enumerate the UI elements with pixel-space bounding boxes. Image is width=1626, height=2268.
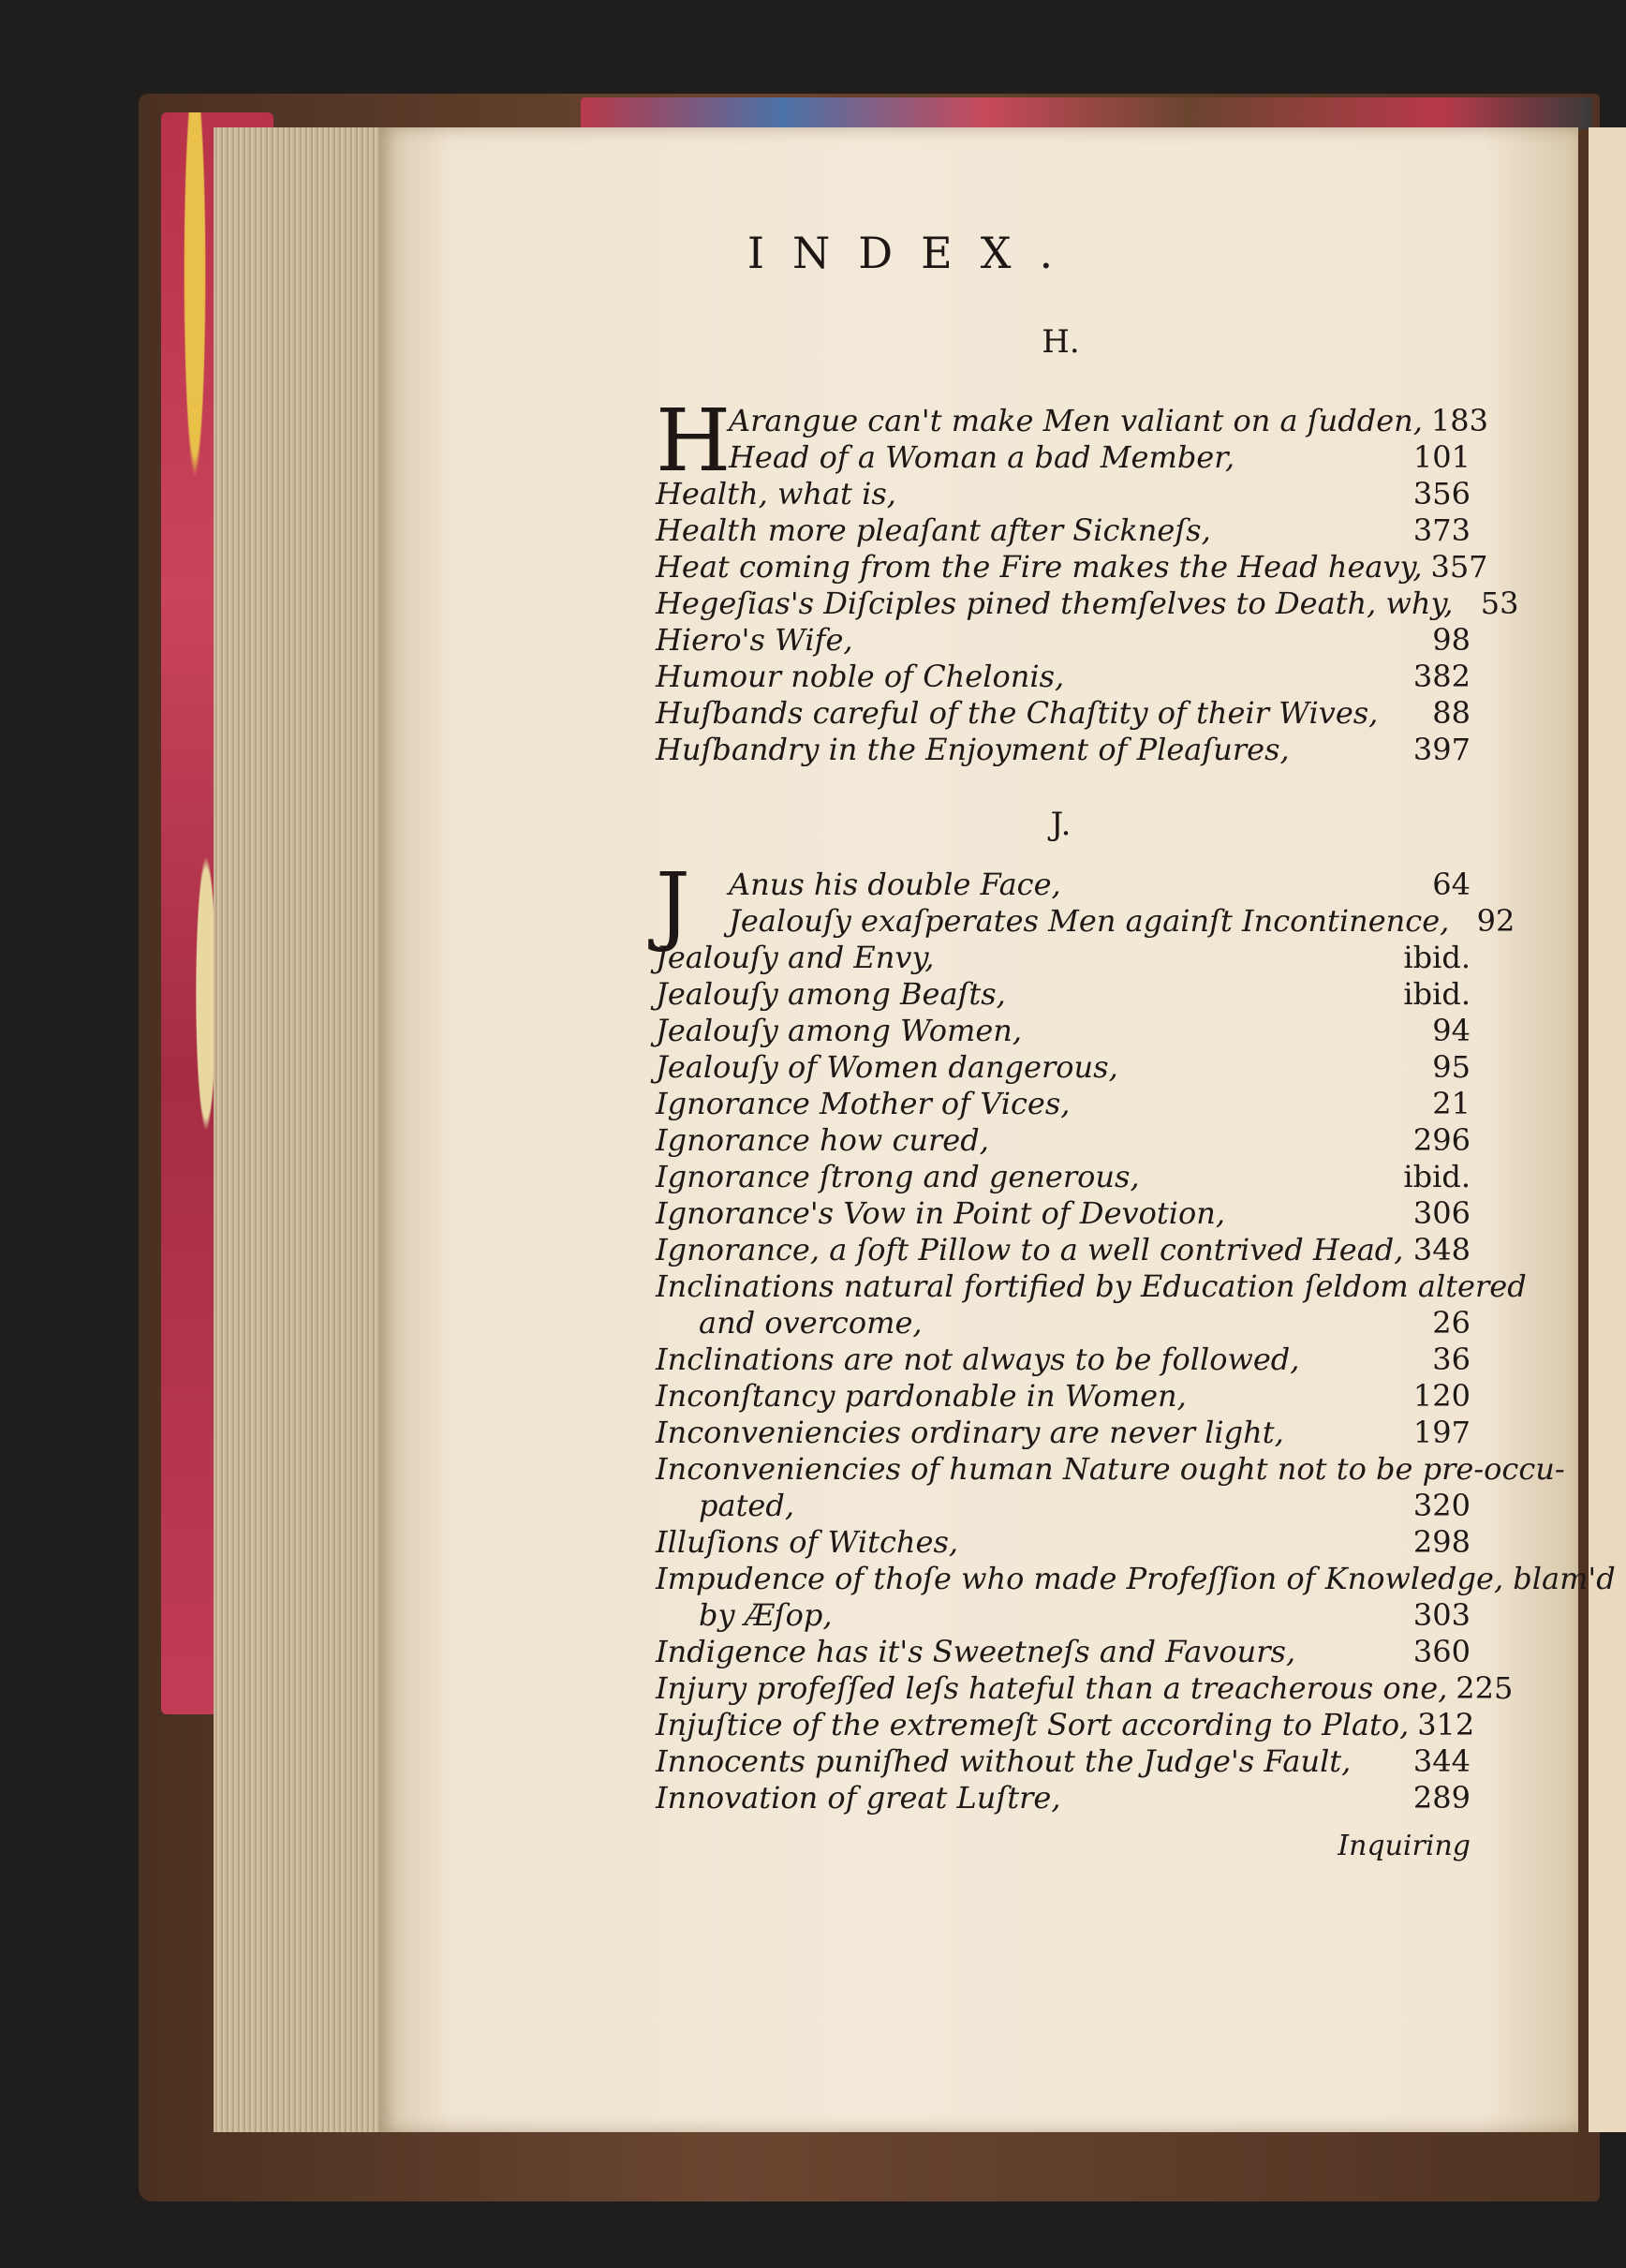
index-entry — [656, 1743, 1471, 1780]
entry-text: Inconveniencies of human Nature ought not to be pre-occu- — [656, 1451, 1565, 1487]
index-entry — [656, 1122, 1471, 1159]
page-number: 94 — [1432, 1013, 1471, 1048]
page-header: INDEX. — [746, 228, 1082, 278]
entry-text: Inconveniencies ordinary are never light, — [656, 1415, 1284, 1450]
marbled-edge-top — [581, 97, 1592, 129]
page-number: 36 — [1432, 1342, 1471, 1377]
index-entry — [656, 1524, 1471, 1561]
index-entry — [656, 1451, 1565, 1488]
entry-text: Jealouſy exaſperates Men againſt Incontinence, — [729, 903, 1450, 939]
page-number: 373 — [1412, 512, 1471, 548]
page-number: 312 — [1417, 1707, 1475, 1742]
page-number: 183 — [1430, 403, 1488, 438]
index-entry — [656, 1342, 1471, 1378]
index-entry — [656, 1597, 1471, 1634]
entry-text: Head of a Woman a bad Member, — [729, 439, 1235, 475]
page-number: 348 — [1412, 1232, 1471, 1267]
entry-text: Humour noble of Chelonis, — [656, 659, 1065, 694]
entry-text: Inclinations are not always to be followed, — [656, 1342, 1300, 1377]
page-block-edge — [214, 127, 385, 2132]
entry-text: and overcome, — [699, 1305, 923, 1341]
drop-cap: J — [656, 854, 690, 955]
section-heading-h: H. — [1042, 323, 1080, 361]
page-number: 92 — [1476, 903, 1515, 939]
entry-text: Ignorance Mother of Vices, — [656, 1086, 1071, 1121]
entry-text: Ignorance how cured, — [656, 1122, 989, 1158]
page-number: 344 — [1412, 1743, 1471, 1779]
entry-text: Jealouſy among Beaſts, — [656, 976, 1006, 1012]
index-entry — [656, 403, 1488, 439]
index-entry — [656, 1670, 1514, 1707]
page-number: 357 — [1430, 549, 1488, 585]
page-number: 95 — [1432, 1049, 1471, 1085]
index-entry — [656, 659, 1471, 695]
entry-text: Indigence has it's Sweetneſs and Favours, — [656, 1634, 1296, 1669]
entry-text: Anus his double Face, — [729, 867, 1061, 902]
page-number: 101 — [1412, 439, 1471, 475]
facing-page-edge — [1589, 127, 1626, 2132]
index-entry — [656, 1013, 1471, 1049]
index-entry — [656, 1415, 1471, 1451]
index-entry — [656, 695, 1471, 732]
page-number: ibid. — [1403, 976, 1471, 1012]
entry-text: Ignorance's Vow in Point of Devotion, — [656, 1195, 1225, 1231]
entry-text: Huſbands careful of the Chaſtity of their Wives, — [656, 695, 1379, 731]
entry-text: Ignorance, a ſoft Pillow to a well contrived Head, — [656, 1232, 1404, 1267]
page-number: 382 — [1412, 659, 1471, 694]
page-number: 120 — [1412, 1378, 1471, 1414]
index-entry — [656, 867, 1471, 903]
entry-text: Heat coming from the Fire makes the Head heavy, — [656, 549, 1423, 585]
index-entry — [656, 903, 1515, 940]
entry-text: Inclinations natural fortified by Education ſeldom altered — [656, 1268, 1527, 1304]
entry-text: Hegeſias's Diſciples pined themſelves to Death, why, — [656, 586, 1454, 621]
entry-text: Illuſions of Witches, — [656, 1524, 959, 1560]
page-number: 21 — [1432, 1086, 1471, 1121]
index-entry — [656, 476, 1471, 512]
entry-text: Ignorance ſtrong and generous, — [656, 1159, 1140, 1194]
index-entry — [656, 1232, 1471, 1268]
page-number: 225 — [1456, 1670, 1514, 1706]
page-number: 356 — [1412, 476, 1471, 511]
page-number: 197 — [1412, 1415, 1471, 1450]
entry-text: Inconſtancy pardonable in Women, — [656, 1378, 1187, 1414]
page-number: 298 — [1412, 1524, 1471, 1560]
page-number: 397 — [1412, 732, 1471, 767]
entry-text: Health more pleaſant after Sickneſs, — [656, 512, 1211, 548]
page-number: ibid. — [1403, 940, 1471, 975]
index-entry — [656, 1268, 1527, 1305]
index-entry — [656, 732, 1471, 768]
catchword: Inquiring — [1338, 1830, 1471, 1862]
entry-text: by Æſop, — [699, 1597, 833, 1633]
index-entry — [656, 586, 1519, 622]
entry-text: Arangue can't make Men valiant on a ſudden, — [729, 403, 1423, 438]
index-entry — [656, 1561, 1616, 1597]
drop-cap-block — [656, 391, 1488, 491]
page-number: 64 — [1432, 867, 1471, 902]
entry-text: Impudence of thoſe who made Profeſſion of Knowledge, blam'd — [656, 1561, 1616, 1596]
index-entry — [656, 1086, 1471, 1122]
entry-text: Hiero's Wife, — [656, 622, 853, 658]
index-entry — [656, 976, 1471, 1013]
entry-text: Innovation of great Luſtre, — [656, 1780, 1061, 1816]
index-entry — [656, 1488, 1471, 1524]
page-number: 303 — [1412, 1597, 1471, 1633]
index-entry — [656, 1780, 1471, 1816]
index-entry — [656, 1707, 1475, 1743]
index-entry — [656, 1159, 1471, 1195]
section-heading-j: J. — [1050, 806, 1072, 843]
page-number: 360 — [1412, 1634, 1471, 1669]
page-number: 26 — [1432, 1305, 1471, 1341]
page-number: 53 — [1480, 586, 1519, 621]
entry-text: Injuſtice of the extremeſt Sort according to Plato, — [656, 1707, 1410, 1742]
page-number: 98 — [1432, 622, 1471, 658]
index-entry — [656, 1195, 1471, 1232]
entry-text: Jealouſy among Women, — [656, 1013, 1023, 1048]
entry-text: Injury profeſſed leſs hateful than a treacherous one, — [656, 1670, 1448, 1706]
page-number: 88 — [1432, 695, 1471, 731]
page-number: ibid. — [1403, 1159, 1471, 1194]
drop-cap-block — [656, 854, 1515, 955]
index-entry — [656, 439, 1471, 476]
entry-text: pated, — [699, 1488, 795, 1523]
index-entry — [656, 622, 1471, 659]
page-number: 306 — [1412, 1195, 1471, 1231]
index-entry — [656, 1049, 1471, 1086]
index-entry — [656, 1305, 1471, 1342]
index-entry — [656, 512, 1471, 549]
entry-text: Jealouſy and Envy, — [656, 940, 935, 975]
entry-text: Health, what is, — [656, 476, 896, 511]
entry-text: Huſbandry in the Enjoyment of Pleaſures, — [656, 732, 1290, 767]
index-entry — [656, 1634, 1471, 1670]
page-number: 289 — [1412, 1780, 1471, 1816]
index-entry — [656, 940, 1471, 976]
page-number: 320 — [1412, 1488, 1471, 1523]
entry-text: Jealouſy of Women dangerous, — [656, 1049, 1118, 1085]
entry-text: Innocents puniſhed without the Judge's Fault, — [656, 1743, 1352, 1779]
index-entry — [656, 1378, 1471, 1415]
index-section-j — [656, 854, 1616, 1816]
drop-cap: H — [656, 391, 732, 491]
index-section-h — [656, 391, 1519, 768]
page-number: 296 — [1412, 1122, 1471, 1158]
index-entry — [656, 549, 1488, 586]
